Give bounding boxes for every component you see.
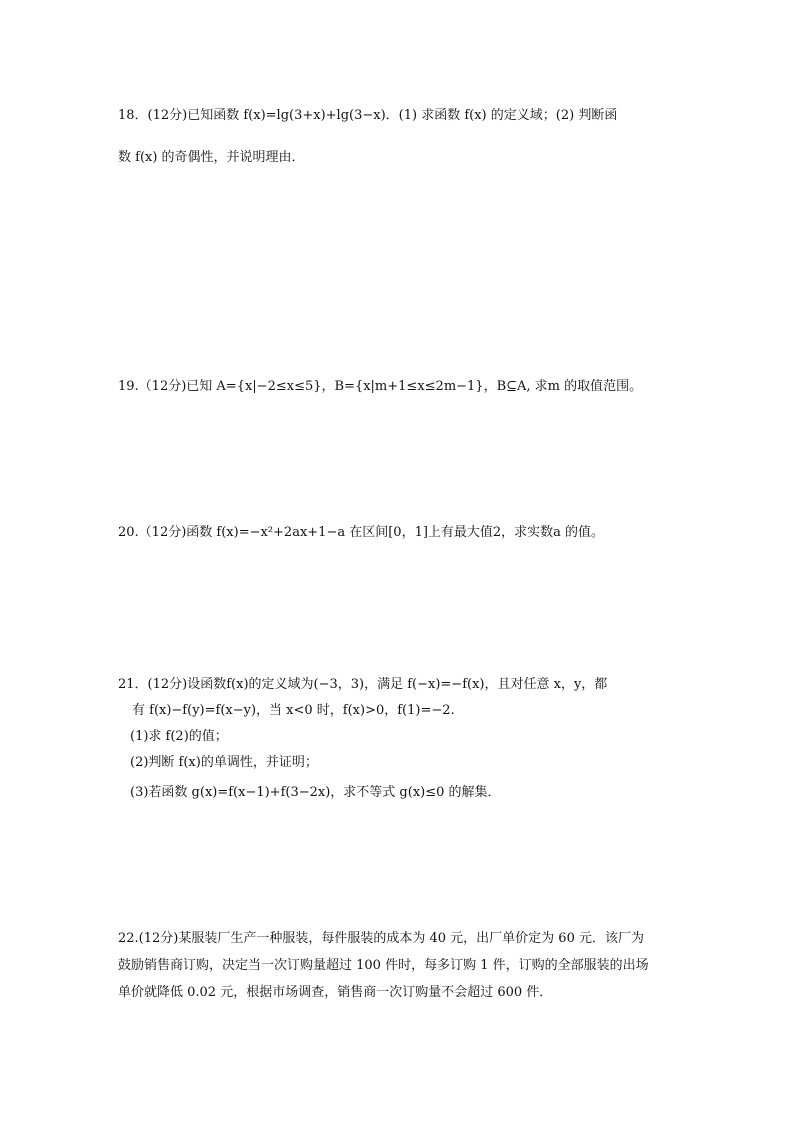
problem-21-subquestion-1: (1)求 f(2)的值； <box>130 729 228 744</box>
problem-21-line-1: 21．(12分)设函数f(x)的定义域为(−3，3)，满足 f(−x)=−f(x)，且对任意 x，y，都 <box>118 677 608 692</box>
problem-22-line-2: 鼓励销售商订购，决定当一次订购量超过 100 件时，每多订购 1 件，订购的全部服装的出场 <box>118 958 649 973</box>
problem-22-line-3: 单价就降低 0.02 元，根据市场调查，销售商一次订购量不会超过 600 件． <box>118 985 553 1000</box>
problem-19-line-1: 19.（12分)已知 A={x|−2≤x≤5}，B={x|m+1≤x≤2m−1}，B⊆A, 求m 的取值范围。 <box>118 379 643 394</box>
problem-21-line-2: 有 f(x)−f(y)=f(x−y)，当 x<0 时，f(x)>0，f(1)=−2. <box>132 703 455 718</box>
problem-18-line-1: 18．(12分)已知函数 f(x)=lg(3+x)+lg(3−x)．(1) 求函数 f(x) 的定义域；(2) 判断函 <box>118 108 618 123</box>
problem-21-subquestion-2: (2)判断 f(x)的单调性，并证明； <box>130 755 318 770</box>
problem-20-line-1: 20.（12分)函数 f(x)=−x²+2ax+1−a 在区间[0，1]上有最大值2，求实数a 的值。 <box>118 525 605 540</box>
problem-22-line-1: 22.(12分)某服装厂生产一种服装，每件服装的成本为 40 元，出厂单价定为 60 元．该厂为 <box>118 931 644 946</box>
problem-18-line-2: 数 f(x) 的奇偶性，并说明理由． <box>118 150 305 165</box>
problem-21-subquestion-3: (3)若函数 g(x)=f(x−1)+f(3−2x)，求不等式 g(x)≤0 的解集． <box>130 785 501 800</box>
